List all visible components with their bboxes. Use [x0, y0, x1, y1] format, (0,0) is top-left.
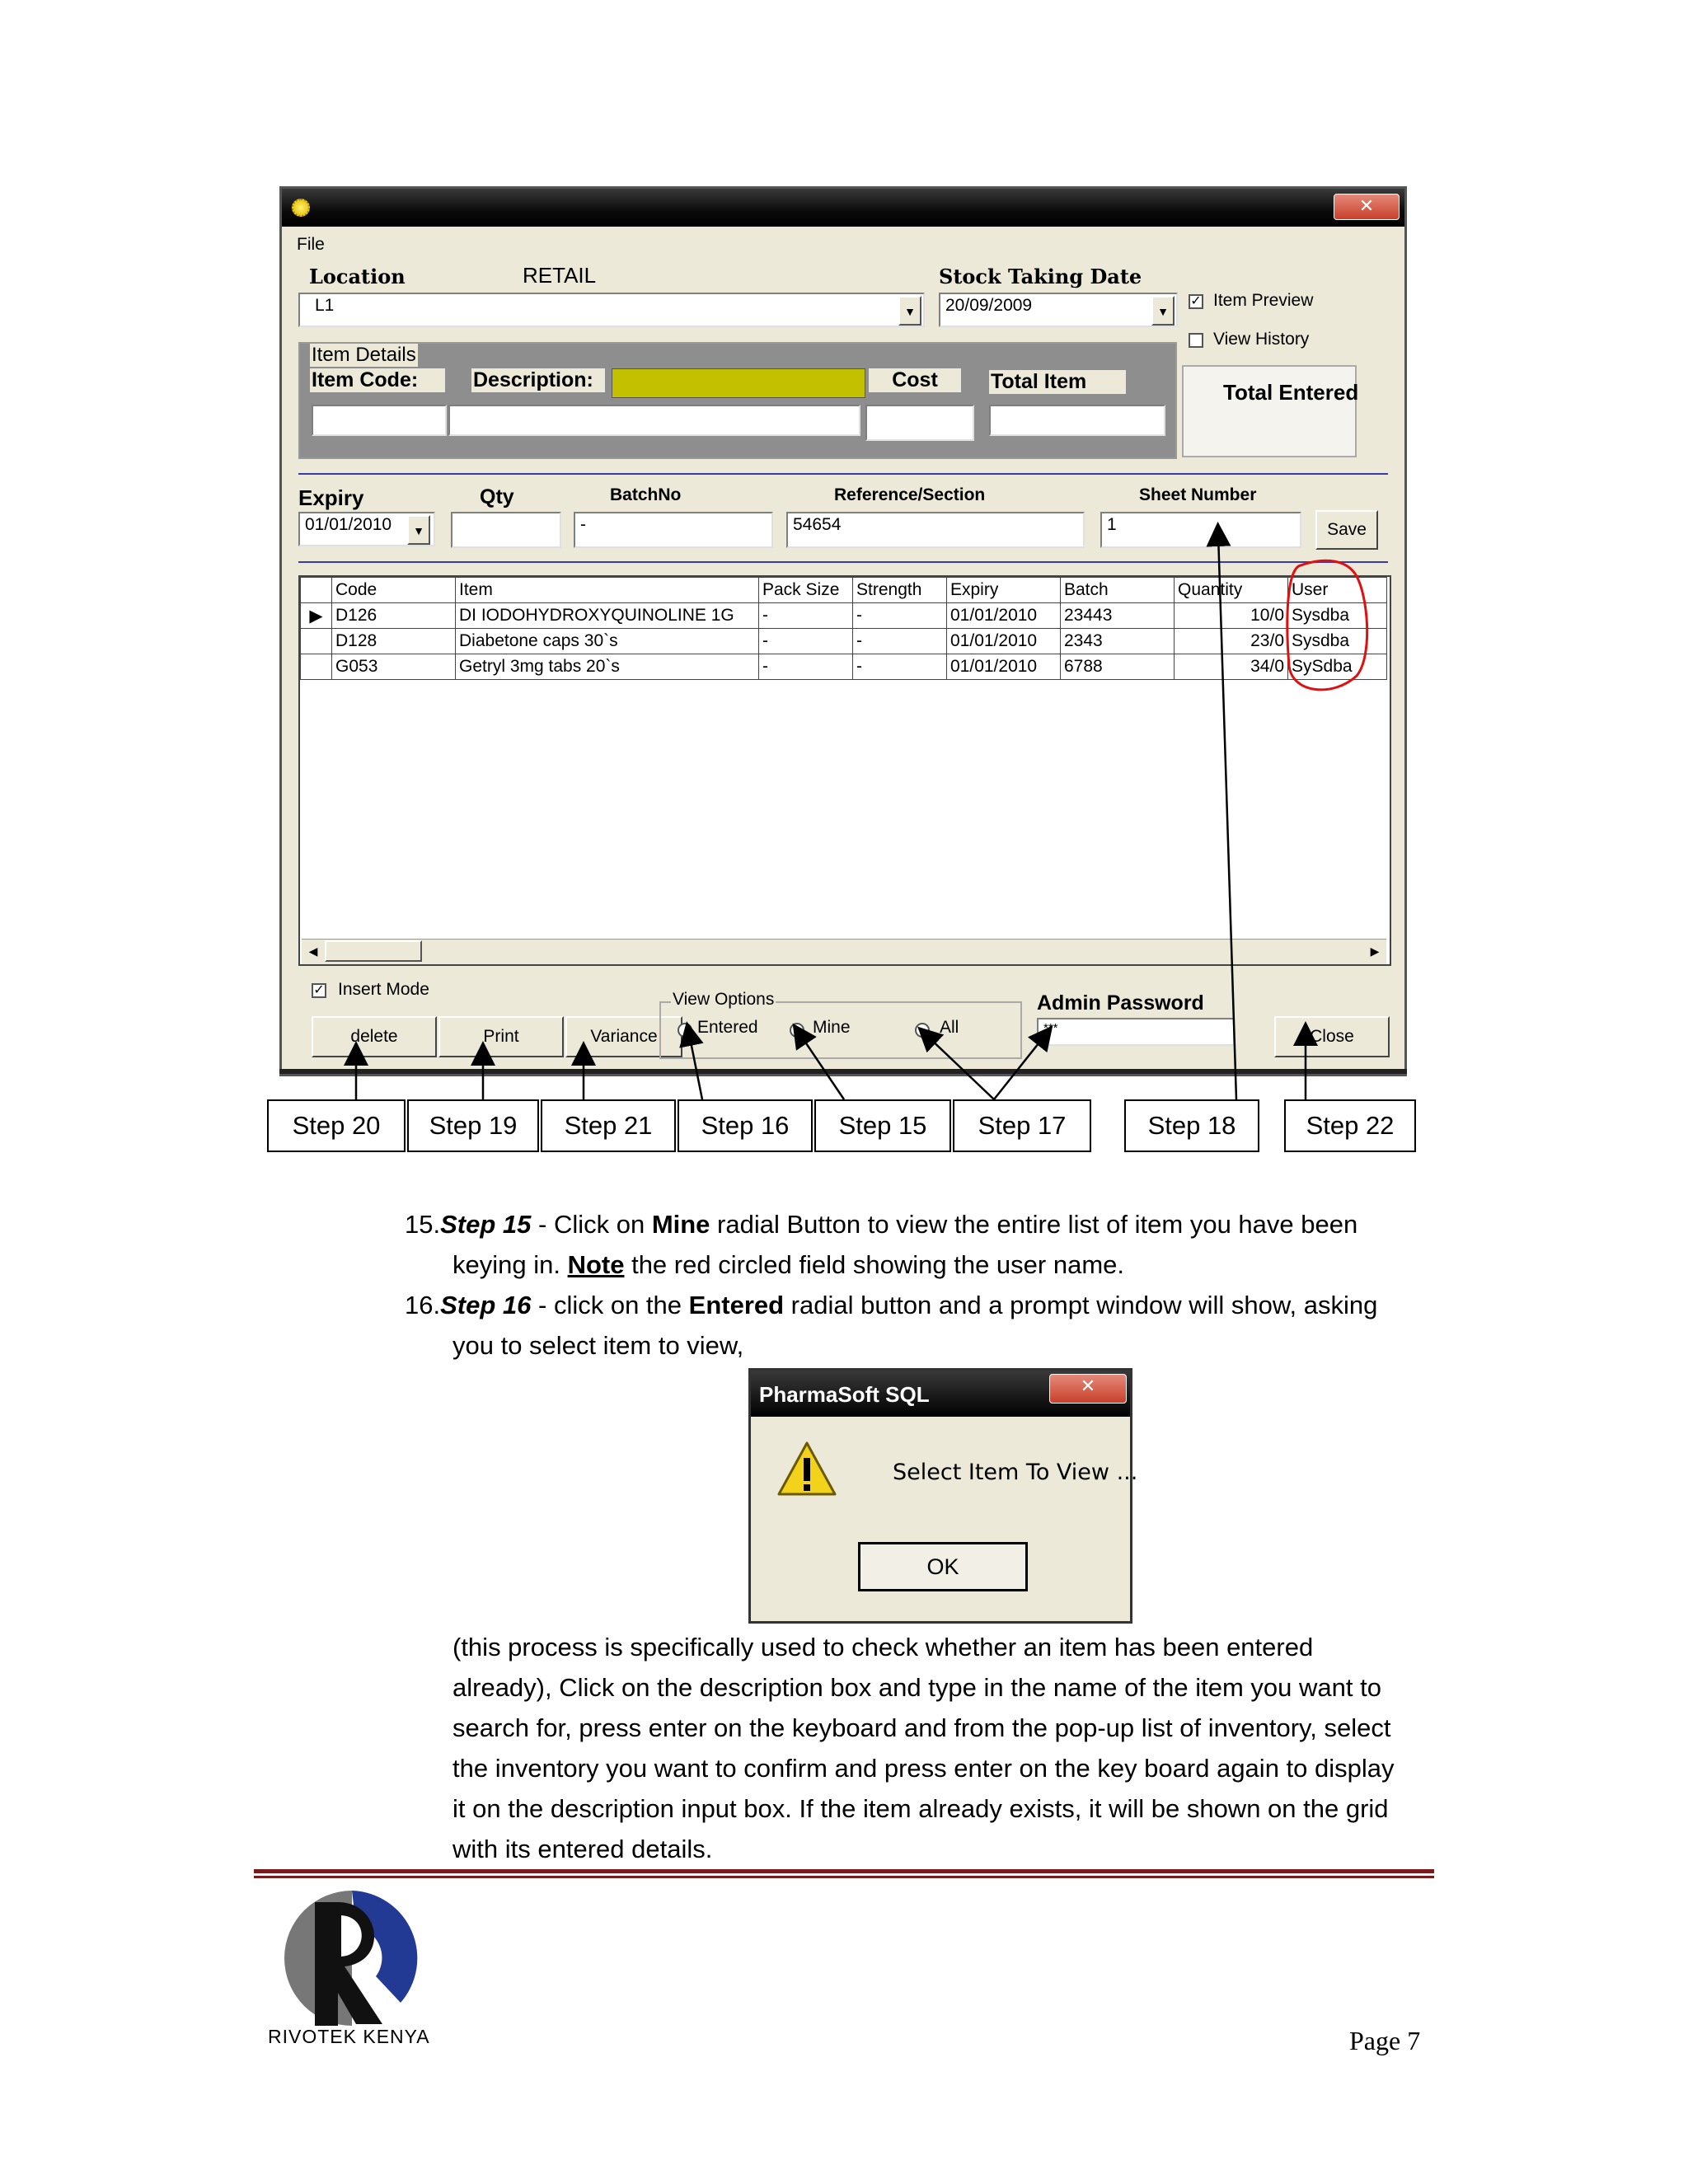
close-button[interactable]: Close [1274, 1016, 1390, 1057]
pharmasoft-dialog [748, 1368, 1138, 1624]
instruction-text: you to select item to view, [452, 1331, 744, 1360]
table-cell[interactable]: Diabetone caps 30`s [456, 629, 759, 654]
menu-file[interactable]: File [297, 235, 325, 254]
note-label: Note [567, 1250, 625, 1279]
table-cell[interactable]: D126 [332, 603, 456, 629]
location-value-label: RETAIL [523, 263, 597, 288]
paragraph-line: search for, press enter on the keyboard and from the pop-up list of inventory, select [452, 1713, 1391, 1742]
step-21-label: Step 21 [541, 1099, 676, 1152]
step-22-label: Step 22 [1284, 1099, 1416, 1152]
step-20-label: Step 20 [267, 1099, 406, 1152]
reference-value: 54654 [793, 515, 842, 534]
warning-icon [776, 1440, 838, 1499]
entered-radio-label[interactable]: Entered [697, 1018, 758, 1037]
chevron-down-icon[interactable]: ▼ [407, 515, 430, 545]
list-number: 15. [405, 1210, 441, 1239]
item-preview-label: Item Preview [1213, 291, 1314, 310]
chevron-down-icon[interactable]: ▼ [898, 296, 921, 326]
stock-date-value: 20/09/2009 [945, 296, 1033, 315]
scroll-right-icon[interactable]: ▶ [1370, 944, 1380, 958]
table-cell[interactable]: - [759, 654, 853, 680]
save-button[interactable]: Save [1315, 510, 1378, 550]
table-cell[interactable]: - [853, 603, 947, 629]
table-cell[interactable]: 2343 [1061, 629, 1175, 654]
step-16-label: Step 16 [678, 1099, 813, 1152]
ok-button[interactable]: OK [858, 1542, 1028, 1591]
table-cell[interactable]: D128 [332, 629, 456, 654]
paragraph-line: (this process is specifically used to check whether an item has been entered [452, 1633, 1314, 1661]
list-number: 16. [405, 1291, 441, 1319]
instruction-16-cont [452, 1325, 1524, 1366]
column-header[interactable]: Code [332, 578, 456, 603]
instruction-emphasis: Entered [688, 1291, 785, 1319]
table-cell[interactable]: 01/01/2010 [947, 603, 1061, 629]
column-header[interactable]: Batch [1061, 578, 1175, 603]
explanation-paragraph [452, 1627, 1524, 1869]
sheet-number-value: 1 [1107, 515, 1117, 534]
column-header[interactable]: Quantity [1175, 578, 1288, 603]
expiry-value: 01/01/2010 [305, 515, 392, 534]
row-pointer-icon: ▶ [301, 603, 332, 629]
cost-label: Cost [869, 368, 961, 392]
total-entered-label: Total Entered [1223, 380, 1359, 405]
total-item-label: Total Item [989, 370, 1126, 394]
instruction-text: - Click on [531, 1210, 652, 1239]
view-history-label: View History [1213, 330, 1310, 349]
table-cell[interactable]: Getryl 3mg tabs 20`s [456, 654, 759, 680]
table-cell[interactable]: Sysdba [1288, 629, 1387, 654]
reference-label: Reference/Section [834, 485, 986, 504]
item-details-label: Item Details [312, 344, 416, 366]
dialog-close-button[interactable]: ✕ [1049, 1374, 1127, 1404]
column-header[interactable]: Pack Size [759, 578, 853, 603]
arrow-step-16 [689, 1033, 702, 1099]
sheet-number-label: Sheet Number [1139, 485, 1257, 504]
instruction-text: radial button and a prompt window will show, asking [784, 1291, 1378, 1319]
step-19-label: Step 19 [407, 1099, 539, 1152]
location-label: Location [309, 265, 406, 288]
paragraph-line: with its entered details. [452, 1835, 713, 1863]
footer-rule-thin [254, 1876, 1434, 1878]
chevron-down-icon[interactable]: ▼ [1151, 296, 1175, 326]
instruction-text: the red circled field showing the user name. [624, 1250, 1125, 1279]
instruction-text: - click on the [531, 1291, 689, 1319]
table-cell[interactable]: 01/01/2010 [947, 654, 1061, 680]
column-header[interactable]: Item [456, 578, 759, 603]
column-header[interactable]: User [1288, 578, 1387, 603]
view-options-label: View Options [673, 990, 775, 1009]
table-cell[interactable]: 34/0 [1175, 654, 1288, 680]
dialog-title: PharmaSoft SQL [759, 1382, 930, 1407]
batchno-value: - [580, 515, 586, 534]
item-code-label: Item Code: [310, 368, 445, 392]
page-number: Page 7 [1349, 2026, 1421, 2055]
paragraph-line: the inventory you want to confirm and press enter on the key board again to display [452, 1754, 1395, 1783]
close-window-button[interactable]: ✕ [1334, 194, 1400, 220]
instruction-text: keying in. [452, 1250, 568, 1279]
table-cell[interactable]: - [759, 603, 853, 629]
instruction-emphasis: Mine [651, 1210, 710, 1239]
instruction-15 [405, 1204, 1476, 1244]
table-cell[interactable]: 6788 [1061, 654, 1175, 680]
print-button[interactable]: Print [438, 1016, 564, 1057]
paragraph-line: already), Click on the description box and type in the name of the item you want to [452, 1673, 1381, 1702]
insert-mode-label: Insert Mode [338, 980, 429, 999]
instruction-text: radial Button to view the entire list of item you have been [710, 1210, 1358, 1239]
step-ref: Step 16 [440, 1291, 532, 1319]
description-label: Description: [471, 368, 605, 392]
dialog-message: Select Item To View ... [893, 1460, 1138, 1485]
table-cell[interactable]: SySdba [1288, 654, 1387, 680]
location-select-value: L1 [315, 296, 335, 315]
table-cell[interactable]: 01/01/2010 [947, 629, 1061, 654]
admin-password-label: Admin Password [1037, 991, 1204, 1015]
table-cell[interactable]: 23/0 [1175, 629, 1288, 654]
table-cell[interactable]: - [853, 629, 947, 654]
table-cell[interactable]: - [853, 654, 947, 680]
delete-button[interactable]: delete [312, 1016, 437, 1057]
expiry-label: Expiry [298, 485, 364, 510]
mine-radio-label[interactable]: Mine [813, 1018, 851, 1037]
arrow-step-15 [799, 1033, 844, 1099]
variance-button[interactable]: Variance [565, 1016, 682, 1057]
step-15-label: Step 15 [814, 1099, 951, 1152]
company-name: RIVOTEK KENYA [268, 2026, 430, 2047]
step-18-label: Step 18 [1124, 1099, 1259, 1152]
insert-mode-checkbox[interactable]: ✓ [312, 983, 326, 998]
instruction-16 [405, 1285, 1476, 1325]
table-cell[interactable]: DI IODOHYDROXYQUINOLINE 1G [456, 603, 759, 629]
arrow-step-17b [994, 1035, 1045, 1099]
table-cell[interactable]: 23443 [1061, 603, 1175, 629]
instruction-15-cont [452, 1244, 1524, 1285]
red-circle-annotation [1287, 560, 1367, 690]
paragraph-line: it on the description input box. If the item already exists, it will be shown on the grid [452, 1794, 1389, 1823]
table-cell[interactable]: 10/0 [1175, 603, 1288, 629]
scroll-left-icon[interactable]: ◀ [308, 944, 318, 958]
rivotek-logo [265, 1887, 447, 2027]
step-ref: Step 15 [440, 1210, 532, 1239]
column-header[interactable]: Strength [853, 578, 947, 603]
column-header[interactable]: Expiry [947, 578, 1061, 603]
table-cell[interactable]: - [759, 629, 853, 654]
table-cell[interactable]: G053 [332, 654, 456, 680]
stock-date-label: Stock Taking Date [939, 265, 1142, 288]
table-cell[interactable]: Sysdba [1288, 603, 1387, 629]
arrow-step-18 [1218, 534, 1236, 1099]
arrow-step-17a [926, 1035, 994, 1099]
all-radio-label[interactable]: All [940, 1018, 959, 1037]
dialog-title-bar [751, 1371, 1130, 1417]
batchno-label: BatchNo [610, 485, 682, 504]
item-preview-checkbox[interactable]: ✓ [1189, 294, 1203, 309]
step-17-label: Step 17 [953, 1099, 1091, 1152]
admin-password-value: *** [1043, 1021, 1058, 1035]
footer-rule [254, 1869, 1434, 1873]
qty-label: Qty [480, 485, 514, 509]
